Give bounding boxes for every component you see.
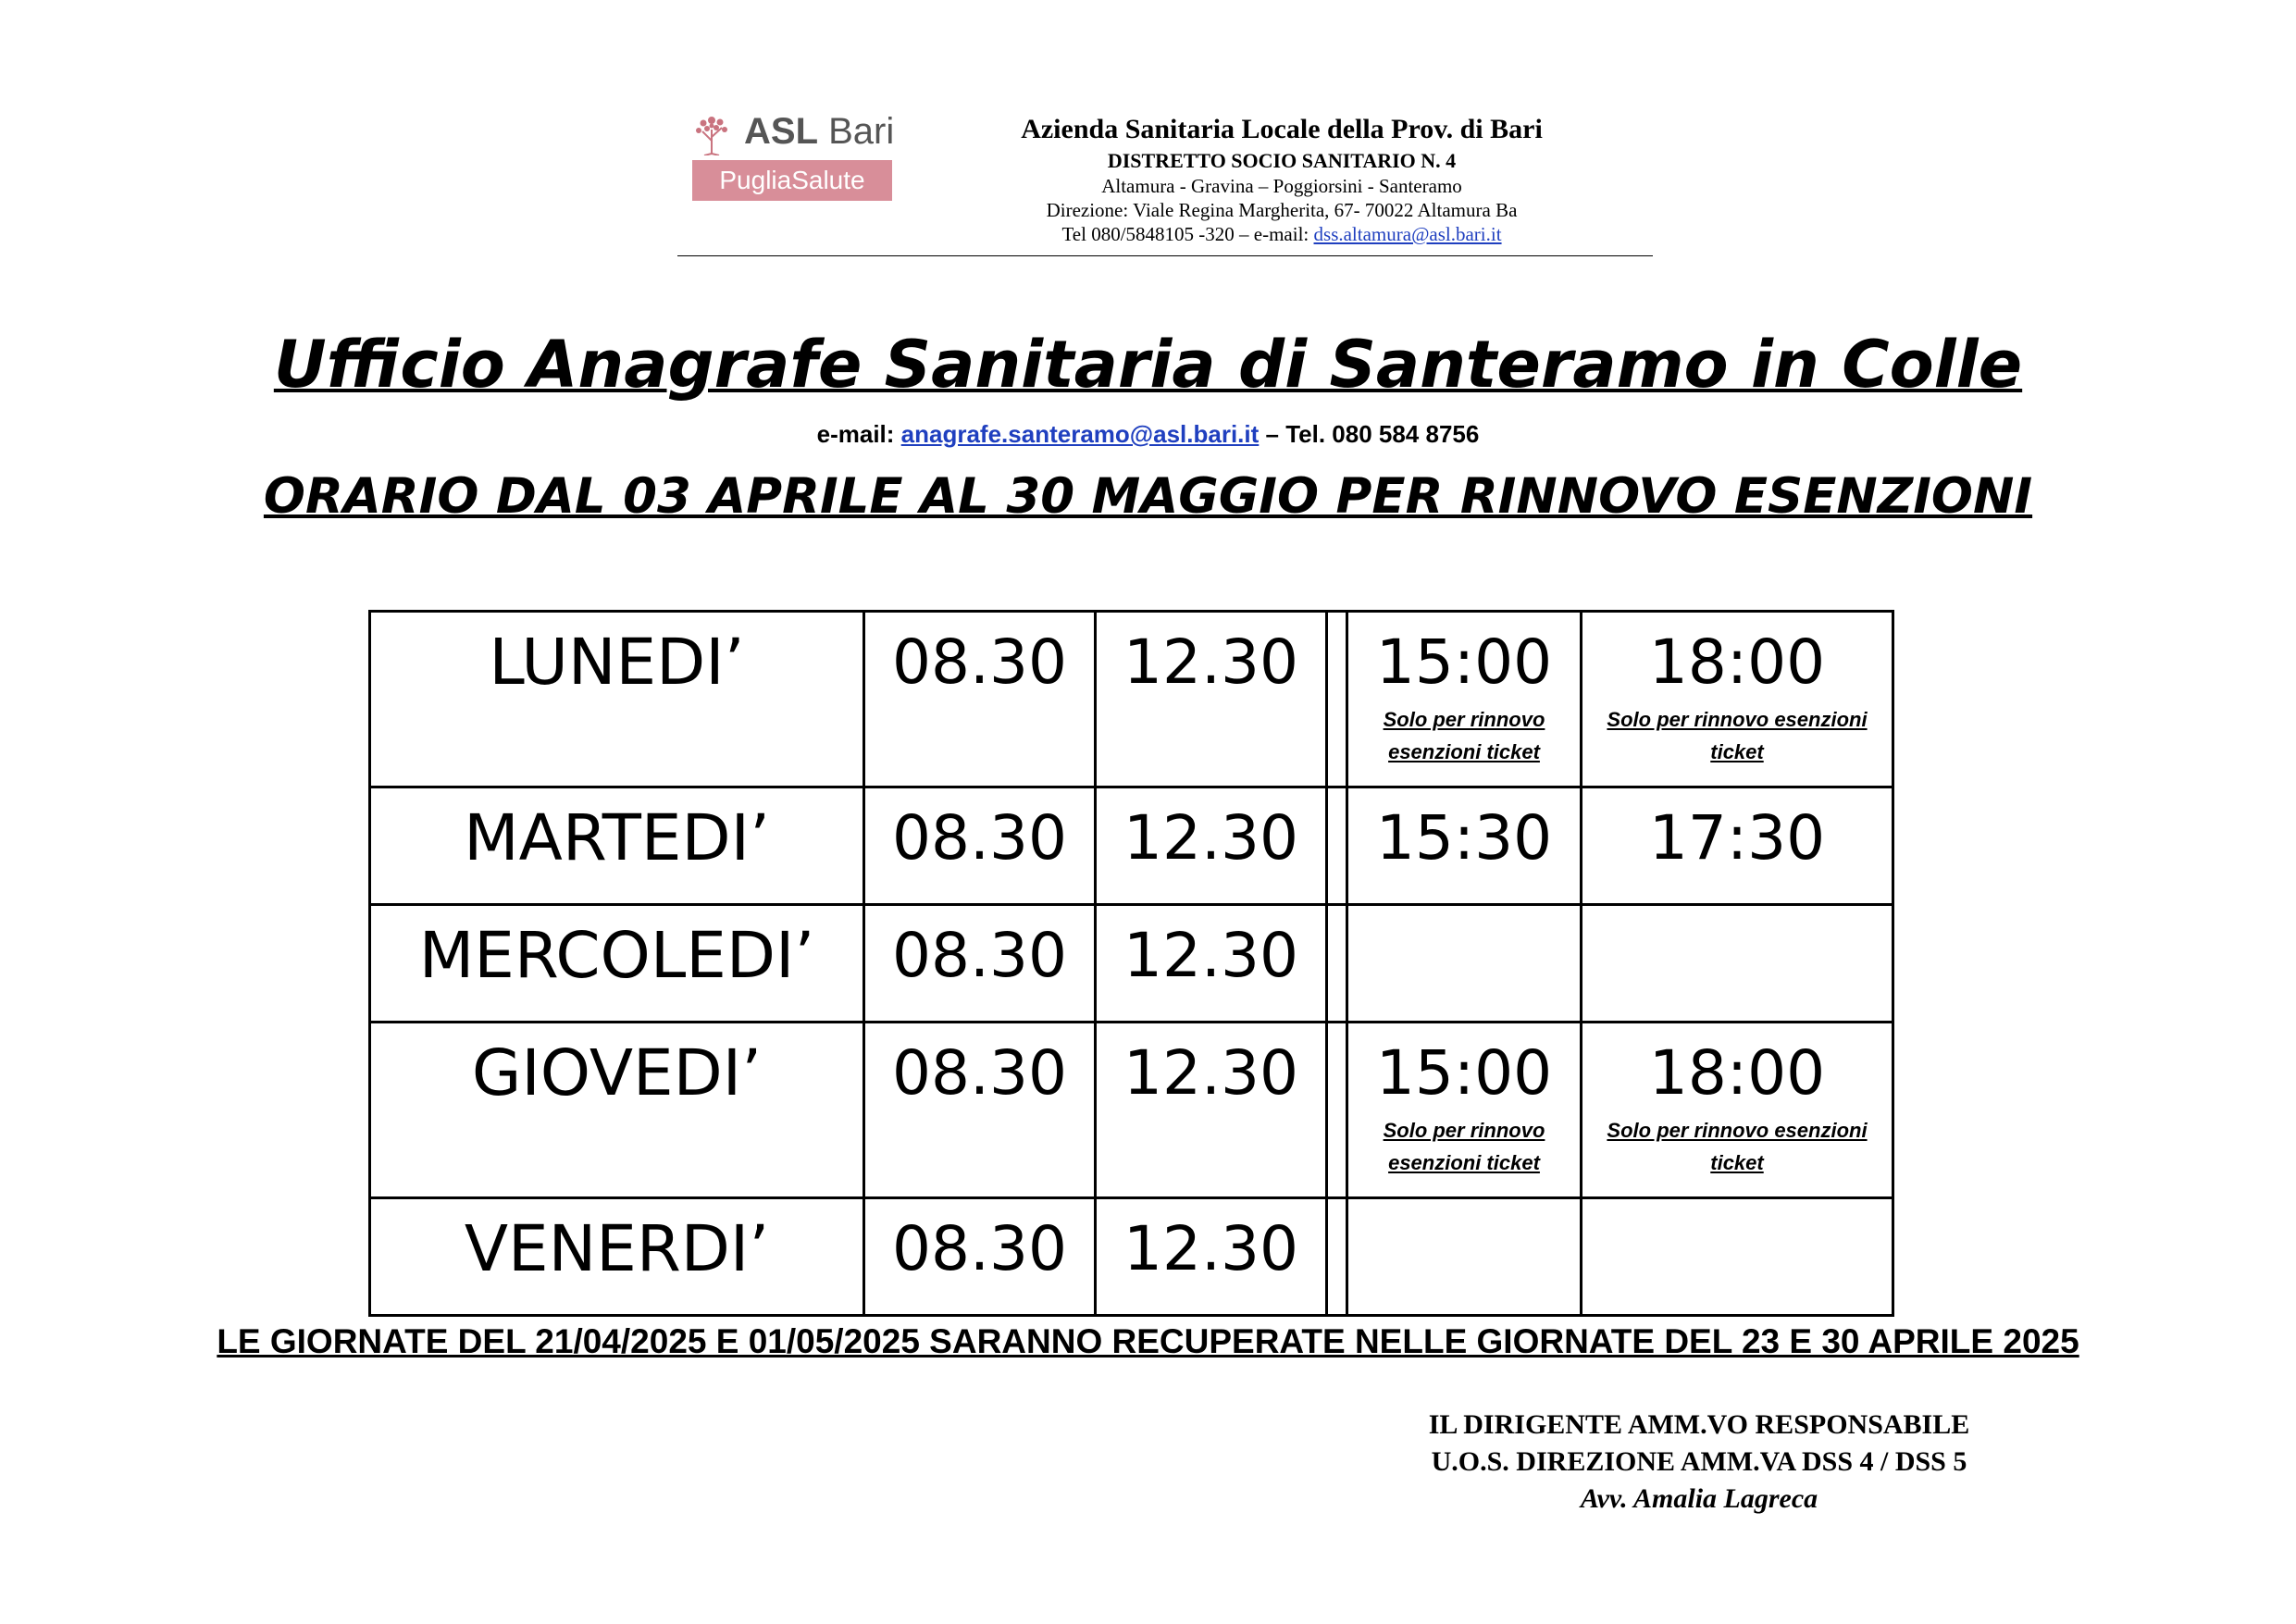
agency-name: Azienda Sanitaria Locale della Prov. di Bari [1021,114,1543,144]
column-separator [1327,612,1347,787]
column-separator [1327,787,1347,905]
office-email-link[interactable]: anagrafe.santeramo@asl.bari.it [900,420,1260,448]
afternoon-close-cell [1582,1198,1893,1316]
district-contacts [935,222,1629,246]
office-contact [0,418,2296,450]
morning-close-cell: 12.30 [1096,905,1327,1023]
office-phone: – Tel. 080 584 8756 [1259,420,1480,448]
afternoon-open-cell: 15:30 [1347,787,1582,905]
afternoon-open-cell [1347,1023,1582,1198]
morning-open-cell: 08.30 [864,905,1096,1023]
morning-open-cell: 08.30 [864,1198,1096,1316]
logo-brand [744,109,894,154]
signatory-unit: U.O.S. DIREZIONE AMM.VA DSS 4 / DSS 5 [1431,1446,1967,1477]
column-separator [1327,1198,1347,1316]
morning-open-cell: 08.30 [864,612,1096,787]
schedule-heading: ORARIO DAL 03 APRILE AL 30 MAGGIO PER RINNOVO ESENZIONI [263,468,2033,525]
letterhead-text [935,113,1629,246]
morning-close-cell: 12.30 [1096,612,1327,787]
signatory-name: Avv. Amalia Lagreca [1580,1483,1818,1514]
day-cell: VENERDI’ [370,1198,864,1316]
afternoon-note: Solo per rinnovo esenzioni ticket [1607,708,1868,763]
table-row [370,612,1893,787]
afternoon-open-cell [1347,905,1582,1023]
afternoon-close-cell [1582,905,1893,1023]
afternoon-open-time: 15:00 [1375,1037,1553,1109]
afternoon-close-time: 18:00 [1648,626,1826,698]
asl-bari-logo [689,109,903,211]
logo-subtitle: PugliaSalute [692,160,892,201]
column-separator [1327,905,1347,1023]
afternoon-note: Solo per rinnovo esenzioni ticket [1607,1119,1868,1174]
afternoon-note: Solo per rinnovo esenzioni ticket [1383,1119,1545,1174]
district-name: DISTRETTO SOCIO SANITARIO N. 4 [1107,149,1457,172]
afternoon-close-cell [1582,1023,1893,1198]
morning-close-cell: 12.30 [1096,1198,1327,1316]
logo-brand-bold: ASL [744,111,818,152]
signature-block [1329,1407,2069,1518]
afternoon-open-cell [1347,1198,1582,1316]
opening-hours-table [368,610,1894,1317]
letterhead-divider [677,255,1653,256]
day-cell: MARTEDI’ [370,787,864,905]
afternoon-close-cell [1582,612,1893,787]
table-row [370,1023,1893,1198]
afternoon-note: Solo per rinnovo esenzioni ticket [1383,708,1545,763]
recovery-days-notice: LE GIORNATE DEL 21/04/2025 E 01/05/2025 SARANNO RECUPERATE NELLE GIORNATE DEL 23 E 30 APRILE 2025 [217,1322,2079,1360]
district-towns: Altamura - Gravina – Poggiorsini - Santeramo [1101,175,1462,197]
table-row [370,1198,1893,1316]
signatory-role: IL DIRIGENTE AMM.VO RESPONSABILE [1428,1409,1970,1440]
page-title: Ufficio Anagrafe Sanitaria di Santeramo in Colle [273,327,2023,403]
afternoon-close-time: 18:00 [1648,1037,1826,1109]
column-separator [1327,1023,1347,1198]
district-email-link[interactable]: dss.altamura@asl.bari.it [1313,223,1502,245]
day-cell: GIOVEDI’ [370,1023,864,1198]
district-address: Direzione: Viale Regina Margherita, 67- 70022 Altamura Ba [1046,199,1518,221]
table-row [370,787,1893,905]
logo-brand-rest: Bari [828,111,895,152]
morning-close-cell: 12.30 [1096,787,1327,905]
afternoon-close-cell: 17:30 [1582,787,1893,905]
morning-open-cell: 08.30 [864,787,1096,905]
morning-open-cell: 08.30 [864,1023,1096,1198]
day-cell: LUNEDI’ [370,612,864,787]
table-row [370,905,1893,1023]
tree-logo-icon [693,113,730,155]
morning-close-cell: 12.30 [1096,1023,1327,1198]
afternoon-open-cell [1347,612,1582,787]
email-label: e-mail: [816,420,901,448]
district-phone: Tel 080/5848105 -320 – e-mail: [1061,223,1314,245]
afternoon-open-time: 15:00 [1375,626,1553,698]
day-cell: MERCOLEDI’ [370,905,864,1023]
